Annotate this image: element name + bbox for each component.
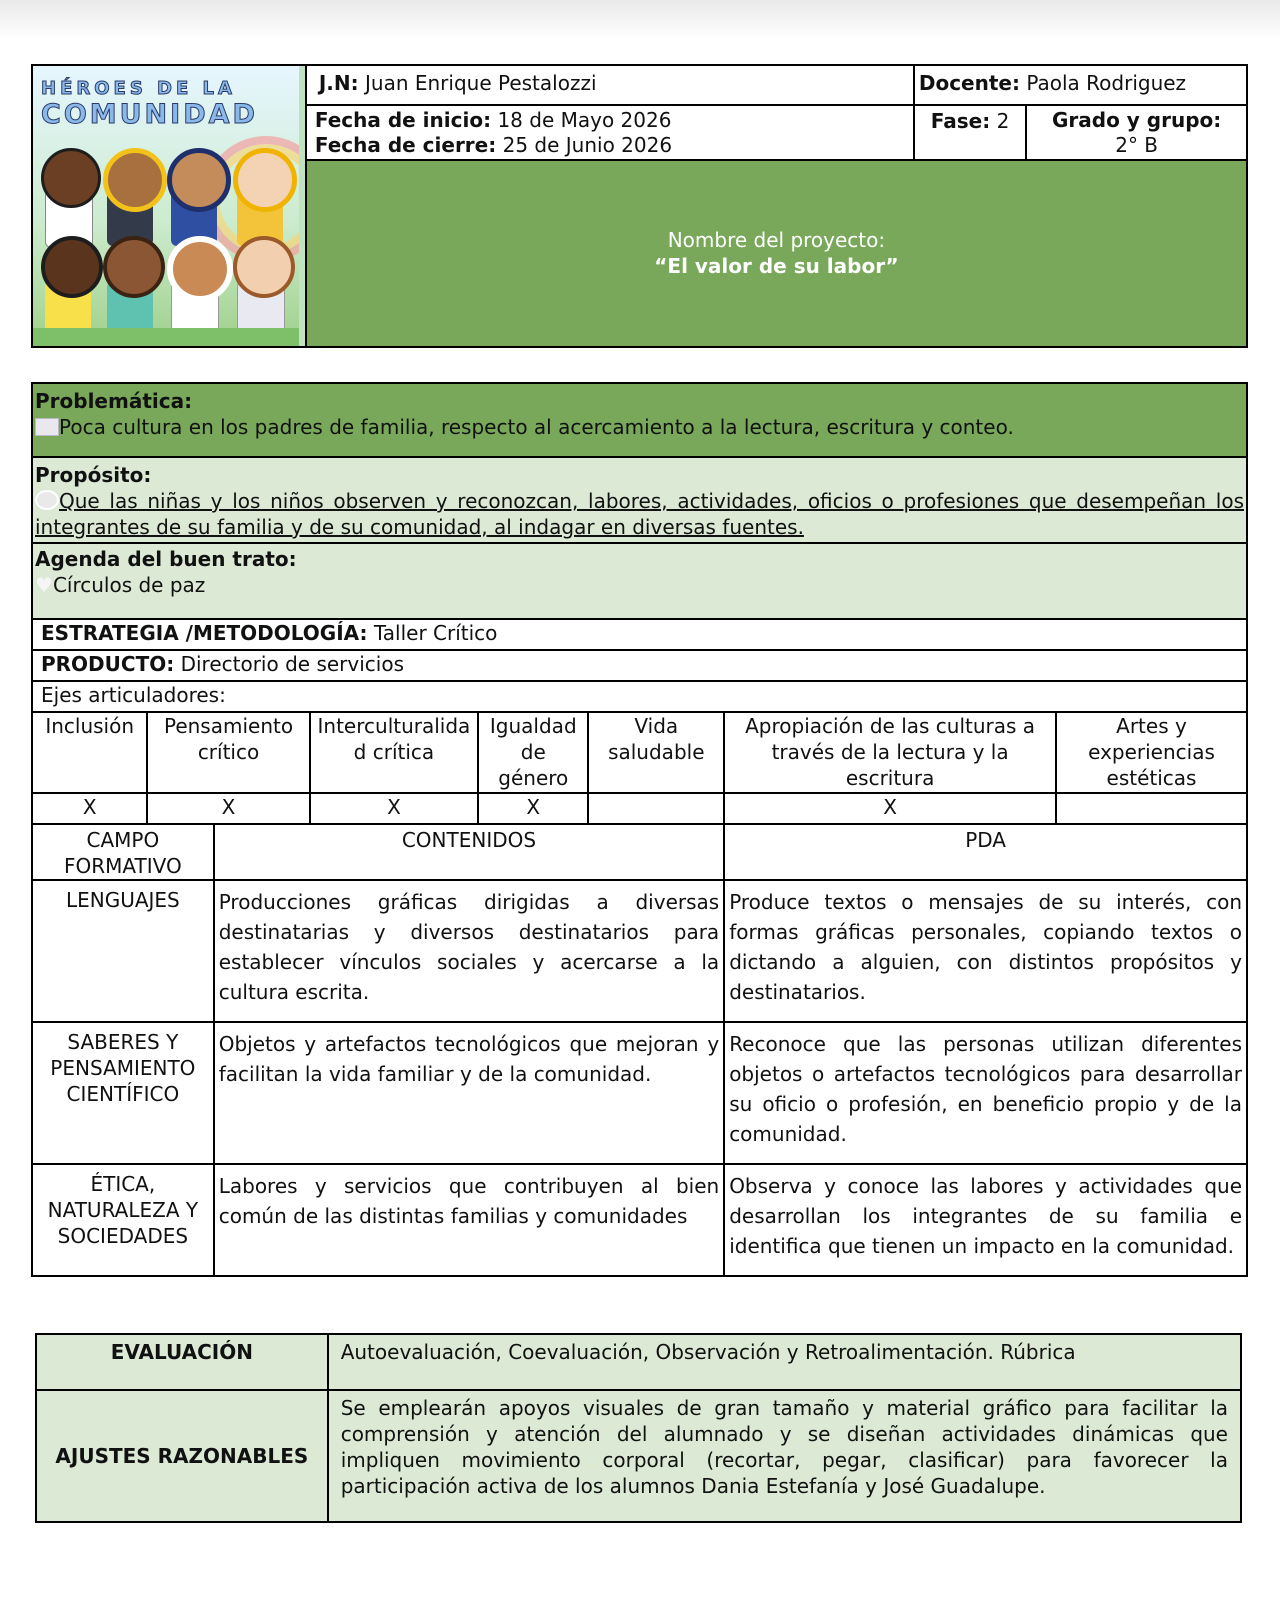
jn-label: J.N: [318,71,359,95]
cierre-label: Fecha de cierre: [314,133,497,158]
kid-head [41,148,101,208]
eje-name: Igualdad de género [478,712,588,793]
fase-label: Fase: [930,109,991,134]
pda-text: Observa y conoce las labores y actividades que desarrollan los integrantes de su familia e identifica que tienen un impacto en la comunidad. [724,1164,1247,1276]
planning-table [31,382,1248,1277]
evaluacion-label: EVALUACIÓN [36,1334,328,1390]
ajustes-text: Se emplearán apoyos visuales de gran tamaño y material gráfico para facilitar la comprensión y atención del alumnado y se diseñan actividades dinámicas que impliquen movimiento corporal (recortar, pegar, clasificar) para favorecer la participación activa de los alumnos Dania Estefanía y José Guadalupe. [328,1390,1241,1522]
logo-title-line1: HÉROES DE LA [41,78,236,99]
grass-strip [33,328,299,346]
jn-value: Juan Enrique Pestalozzi [365,71,597,95]
eje-name: Inclusión [32,712,147,793]
speech-bubble-icon [35,490,59,510]
grado-label: Grado y grupo: [1051,108,1222,133]
ejes-label-cell [32,681,1247,712]
kid-head [103,236,165,298]
eje-mark: X [147,793,309,824]
problematica-cell [32,383,1247,457]
eje-mark [1056,793,1247,824]
evaluation-table [35,1333,1242,1523]
eje-mark: X [32,793,147,824]
agenda-cell [32,543,1247,619]
heart-icon: ♥ [35,573,53,597]
eje-mark: X [724,793,1056,824]
producto-value: Directorio de servicios [180,652,404,676]
pda-text: Reconoce que las personas utilizan diferentes objetos o artefactos tecnológicos para desarrollar su oficio o profesión, en beneficio propio y de la comunidad. [724,1022,1247,1164]
contenido-text: Producciones gráficas dirigidas a diversas destinatarias y diversos destinatarios para establecer vínculos sociales y acercarse a la cultura escrita. [214,880,724,1022]
page-top-shade [0,0,1280,40]
header-table [31,64,1248,348]
campo-row [32,880,1247,1022]
eje-name: Apropiación de las culturas a través de la lectura y la escritura [724,712,1056,793]
evaluacion-text: Autoevaluación, Coevaluación, Observación y Retroalimentación. Rúbrica [328,1334,1241,1390]
docente-cell [914,65,1247,105]
problematica-label: Problemática: [35,389,193,413]
project-name-label: Nombre del proyecto: [667,228,886,253]
kid-head [41,236,103,298]
kid-head [233,236,295,298]
docente-value: Paola Rodriguez [1026,71,1187,95]
estrategia-label: ESTRATEGIA /METODOLOGÍA: [41,621,368,645]
inicio-label: Fecha de inicio: [314,108,492,133]
project-name-value: “El valor de su labor” [654,254,899,279]
fase-cell [914,105,1026,159]
campo-row [32,1022,1247,1164]
contenido-text: Objetos y artefactos tecnológicos que mejoran y facilitan la vida familiar y de la comunidad. [214,1022,724,1164]
eje-name: Artes y experiencias estéticas [1056,712,1247,793]
producto-cell [32,650,1247,681]
contenido-text: Labores y servicios que contribuyen al bien común de las distintas familias y comunidades [214,1164,724,1276]
problematica-text: Poca cultura en los padres de familia, respecto al acercamiento a la lectura, escritura y conteo. [59,415,1014,439]
grado-cell [1026,105,1247,159]
kid-head [167,236,233,302]
eje-mark: X [310,793,478,824]
ajustes-label: AJUSTES RAZONABLES [36,1390,328,1522]
docente-label: Docente: [918,71,1020,95]
eje-mark: X [478,793,588,824]
agenda-label: Agenda del buen trato: [35,547,297,571]
producto-label: PRODUCTO: [41,652,175,676]
kid-head [233,148,297,212]
campo-name: SABERES Y PENSAMIENTO CIENTÍFICO [32,1022,214,1164]
proposito-label: Propósito: [35,463,152,487]
contenidos-header: CONTENIDOS [214,824,724,880]
ejes-marks-row [32,793,1247,824]
campo-row [32,1164,1247,1276]
fechas-cell [306,105,914,159]
campo-name: ÉTICA, NATURALEZA Y SOCIEDADES [32,1164,214,1276]
eje-name: Pensamiento crítico [147,712,309,793]
grado-value: 2° B [1115,133,1159,158]
eje-mark [588,793,724,824]
eje-name: Vida saludable [588,712,724,793]
eje-name: Interculturalidad crítica [310,712,478,793]
campo-header: CAMPO FORMATIVO [32,824,214,880]
kid-head [167,148,231,212]
kid-head [103,148,167,212]
pda-text: Produce textos o mensajes de su interés, con formas gráficas personales, copiando textos o dictando a alguien, con distintos propósitos y destinatarios. [724,880,1247,1022]
fase-value: 2 [996,109,1010,134]
proposito-text: Que las niñas y los niños observen y reconozcan, labores, actividades, oficios o profesiones que desempeñan los integrantes de su familia y de su comunidad, al indagar en diversas fuentes. [35,489,1244,539]
proposito-cell [32,457,1247,543]
project-logo [32,65,306,347]
ejes-names-row [32,712,1247,793]
jn-cell [306,65,914,105]
estrategia-cell [32,619,1247,650]
estrategia-value: Taller Crítico [373,621,498,645]
inicio-value: 18 de Mayo 2026 [497,108,672,133]
book-icon [35,418,59,436]
logo-title-line2: COMUNIDAD [41,99,258,130]
campo-name: LENGUAJES [32,880,214,1022]
cierre-value: 25 de Junio 2026 [502,133,673,158]
pda-header: PDA [724,824,1247,880]
campos-header-row [32,824,1247,880]
agenda-text: Círculos de paz [52,573,206,597]
project-name-cell [306,160,1247,347]
ejes-label: Ejes articuladores: [41,683,226,707]
